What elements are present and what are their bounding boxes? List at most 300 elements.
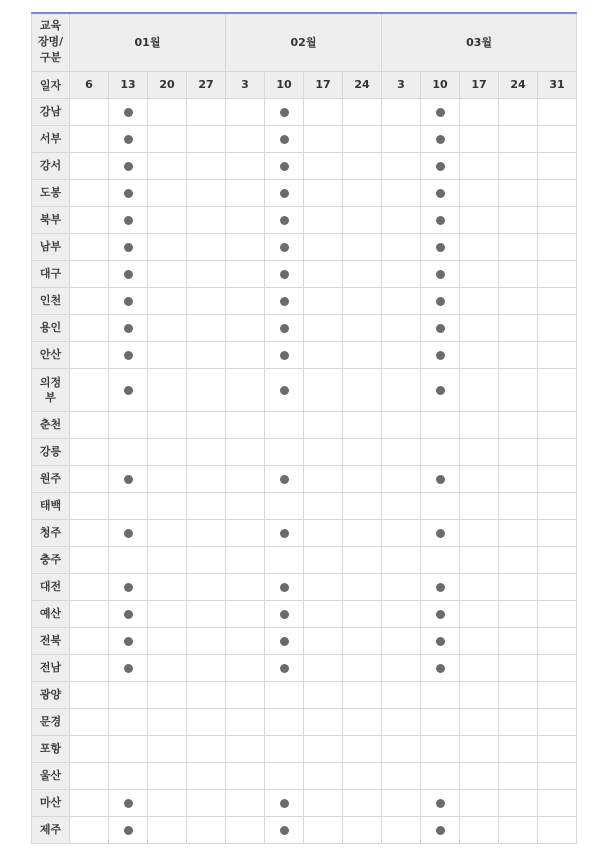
schedule-cell bbox=[538, 708, 577, 735]
scheduled-dot-icon bbox=[280, 216, 289, 225]
schedule-cell bbox=[70, 546, 109, 573]
schedule-cell bbox=[460, 573, 499, 600]
schedule-cell bbox=[226, 368, 265, 411]
schedule-cell bbox=[187, 627, 226, 654]
schedule-cell bbox=[538, 314, 577, 341]
day-header: 27 bbox=[187, 71, 226, 98]
schedule-cell bbox=[70, 314, 109, 341]
schedule-cell bbox=[70, 600, 109, 627]
schedule-cell bbox=[70, 492, 109, 519]
row-label: 대구 bbox=[32, 260, 70, 287]
schedule-cell bbox=[421, 573, 460, 600]
schedule-cell bbox=[109, 465, 148, 492]
schedule-cell bbox=[499, 287, 538, 314]
schedule-cell bbox=[304, 341, 343, 368]
schedule-cell bbox=[265, 125, 304, 152]
schedule-cell bbox=[304, 152, 343, 179]
schedule-cell bbox=[304, 789, 343, 816]
schedule-cell bbox=[70, 789, 109, 816]
scheduled-dot-icon bbox=[124, 583, 133, 592]
scheduled-dot-icon bbox=[436, 583, 445, 592]
schedule-cell bbox=[343, 98, 382, 125]
scheduled-dot-icon bbox=[436, 324, 445, 333]
schedule-cell bbox=[343, 125, 382, 152]
table-row bbox=[32, 573, 577, 600]
row-label: 서부 bbox=[32, 125, 70, 152]
schedule-cell bbox=[148, 411, 187, 438]
schedule-cell bbox=[70, 573, 109, 600]
schedule-cell bbox=[265, 179, 304, 206]
row-label: 태백 bbox=[32, 492, 70, 519]
scheduled-dot-icon bbox=[124, 475, 133, 484]
schedule-cell bbox=[460, 438, 499, 465]
scheduled-dot-icon bbox=[436, 351, 445, 360]
schedule-cell bbox=[265, 465, 304, 492]
schedule-cell bbox=[226, 125, 265, 152]
schedule-cell bbox=[382, 314, 421, 341]
scheduled-dot-icon bbox=[280, 799, 289, 808]
schedule-cell bbox=[538, 98, 577, 125]
schedule-cell bbox=[460, 816, 499, 843]
schedule-cell bbox=[265, 519, 304, 546]
scheduled-dot-icon bbox=[436, 216, 445, 225]
row-label: 마산 bbox=[32, 789, 70, 816]
scheduled-dot-icon bbox=[280, 664, 289, 673]
scheduled-dot-icon bbox=[280, 386, 289, 395]
schedule-cell bbox=[499, 260, 538, 287]
schedule-cell bbox=[148, 260, 187, 287]
schedule-cell bbox=[460, 546, 499, 573]
schedule-cell bbox=[109, 368, 148, 411]
schedule-cell bbox=[70, 708, 109, 735]
schedule-cell bbox=[499, 519, 538, 546]
schedule-cell bbox=[109, 735, 148, 762]
scheduled-dot-icon bbox=[124, 386, 133, 395]
schedule-cell bbox=[460, 681, 499, 708]
scheduled-dot-icon bbox=[124, 108, 133, 117]
table-row bbox=[32, 179, 577, 206]
schedule-cell bbox=[538, 152, 577, 179]
schedule-cell bbox=[265, 438, 304, 465]
table-row bbox=[32, 465, 577, 492]
schedule-cell bbox=[538, 573, 577, 600]
schedule-cell bbox=[382, 708, 421, 735]
schedule-cell bbox=[226, 519, 265, 546]
schedule-cell bbox=[343, 762, 382, 789]
table-row bbox=[32, 492, 577, 519]
schedule-cell bbox=[538, 125, 577, 152]
row-label: 제주 bbox=[32, 816, 70, 843]
schedule-cell bbox=[265, 492, 304, 519]
schedule-cell bbox=[499, 762, 538, 789]
day-header: 31 bbox=[538, 71, 577, 98]
schedule-cell bbox=[109, 152, 148, 179]
schedule-cell bbox=[109, 762, 148, 789]
schedule-cell bbox=[343, 600, 382, 627]
schedule-cell bbox=[226, 314, 265, 341]
schedule-cell bbox=[460, 519, 499, 546]
schedule-cell bbox=[304, 314, 343, 341]
table-row bbox=[32, 260, 577, 287]
table-row bbox=[32, 546, 577, 573]
schedule-cell bbox=[421, 600, 460, 627]
schedule-cell bbox=[109, 627, 148, 654]
schedule-cell bbox=[421, 816, 460, 843]
day-header: 3 bbox=[226, 71, 265, 98]
schedule-cell bbox=[460, 125, 499, 152]
schedule-cell bbox=[382, 233, 421, 260]
scheduled-dot-icon bbox=[124, 189, 133, 198]
schedule-cell bbox=[382, 573, 421, 600]
schedule-cell bbox=[148, 519, 187, 546]
schedule-cell bbox=[343, 287, 382, 314]
schedule-cell bbox=[187, 438, 226, 465]
schedule-cell bbox=[304, 206, 343, 233]
schedule-cell bbox=[538, 341, 577, 368]
schedule-cell bbox=[109, 125, 148, 152]
schedule-cell bbox=[421, 152, 460, 179]
table-row bbox=[32, 735, 577, 762]
schedule-cell bbox=[265, 314, 304, 341]
schedule-cell bbox=[226, 762, 265, 789]
table-row bbox=[32, 519, 577, 546]
schedule-cell bbox=[109, 314, 148, 341]
schedule-cell bbox=[499, 341, 538, 368]
scheduled-dot-icon bbox=[436, 610, 445, 619]
month-header-feb: 02월 bbox=[226, 13, 382, 71]
schedule-cell bbox=[109, 600, 148, 627]
scheduled-dot-icon bbox=[124, 529, 133, 538]
schedule-cell bbox=[148, 681, 187, 708]
schedule-cell bbox=[304, 573, 343, 600]
schedule-cell bbox=[109, 654, 148, 681]
scheduled-dot-icon bbox=[124, 270, 133, 279]
corner-label: 교육 장명/ 구분 bbox=[32, 13, 70, 71]
schedule-cell bbox=[538, 411, 577, 438]
row-label: 춘천 bbox=[32, 411, 70, 438]
scheduled-dot-icon bbox=[280, 189, 289, 198]
day-header: 10 bbox=[421, 71, 460, 98]
schedule-cell bbox=[538, 492, 577, 519]
row-label: 용인 bbox=[32, 314, 70, 341]
day-header: 10 bbox=[265, 71, 304, 98]
day-header: 3 bbox=[382, 71, 421, 98]
scheduled-dot-icon bbox=[124, 243, 133, 252]
schedule-cell bbox=[226, 152, 265, 179]
schedule-cell bbox=[187, 492, 226, 519]
schedule-cell bbox=[187, 152, 226, 179]
scheduled-dot-icon bbox=[124, 297, 133, 306]
schedule-cell bbox=[538, 260, 577, 287]
row-label: 대전 bbox=[32, 573, 70, 600]
schedule-cell bbox=[460, 233, 499, 260]
schedule-cell bbox=[421, 368, 460, 411]
schedule-cell bbox=[265, 654, 304, 681]
schedule-cell bbox=[187, 654, 226, 681]
schedule-cell bbox=[187, 789, 226, 816]
schedule-cell bbox=[265, 546, 304, 573]
schedule-cell bbox=[187, 368, 226, 411]
month-header-row bbox=[32, 13, 577, 71]
row-label: 남부 bbox=[32, 233, 70, 260]
schedule-cell bbox=[226, 287, 265, 314]
schedule-cell bbox=[421, 287, 460, 314]
schedule-cell bbox=[382, 789, 421, 816]
schedule-cell bbox=[226, 627, 265, 654]
schedule-cell bbox=[148, 573, 187, 600]
table-row bbox=[32, 816, 577, 843]
schedule-cell bbox=[70, 465, 109, 492]
schedule-cell bbox=[187, 206, 226, 233]
schedule-cell bbox=[304, 519, 343, 546]
schedule-cell bbox=[382, 519, 421, 546]
scheduled-dot-icon bbox=[280, 270, 289, 279]
schedule-cell bbox=[382, 681, 421, 708]
date-label: 일자 bbox=[32, 71, 70, 98]
table-row bbox=[32, 627, 577, 654]
schedule-cell bbox=[421, 762, 460, 789]
schedule-cell bbox=[382, 260, 421, 287]
schedule-cell bbox=[421, 654, 460, 681]
schedule-cell bbox=[304, 125, 343, 152]
schedule-cell bbox=[460, 654, 499, 681]
schedule-cell bbox=[343, 816, 382, 843]
schedule-cell bbox=[499, 368, 538, 411]
schedule-cell bbox=[70, 125, 109, 152]
schedule-cell bbox=[187, 233, 226, 260]
schedule-cell bbox=[109, 708, 148, 735]
day-header: 17 bbox=[460, 71, 499, 98]
schedule-cell bbox=[499, 411, 538, 438]
schedule-cell bbox=[109, 260, 148, 287]
schedule-cell bbox=[499, 152, 538, 179]
schedule-cell bbox=[265, 816, 304, 843]
schedule-cell bbox=[499, 816, 538, 843]
schedule-cell bbox=[187, 681, 226, 708]
schedule-cell bbox=[343, 465, 382, 492]
schedule-cell bbox=[499, 681, 538, 708]
schedule-cell bbox=[265, 600, 304, 627]
schedule-cell bbox=[304, 816, 343, 843]
schedule-cell bbox=[265, 735, 304, 762]
row-label: 전남 bbox=[32, 654, 70, 681]
schedule-cell bbox=[421, 233, 460, 260]
schedule-cell bbox=[382, 98, 421, 125]
schedule-cell bbox=[382, 179, 421, 206]
schedule-cell bbox=[109, 573, 148, 600]
schedule-cell bbox=[499, 627, 538, 654]
schedule-cell bbox=[226, 98, 265, 125]
schedule-cell bbox=[304, 654, 343, 681]
schedule-cell bbox=[304, 98, 343, 125]
scheduled-dot-icon bbox=[436, 664, 445, 673]
schedule-cell bbox=[187, 816, 226, 843]
schedule-cell bbox=[148, 98, 187, 125]
schedule-cell bbox=[460, 492, 499, 519]
schedule-cell bbox=[148, 438, 187, 465]
day-header: 6 bbox=[70, 71, 109, 98]
schedule-cell bbox=[226, 654, 265, 681]
table-row bbox=[32, 314, 577, 341]
row-label: 울산 bbox=[32, 762, 70, 789]
scheduled-dot-icon bbox=[124, 216, 133, 225]
schedule-cell bbox=[304, 627, 343, 654]
schedule-cell bbox=[265, 762, 304, 789]
schedule-cell bbox=[148, 600, 187, 627]
schedule-cell bbox=[304, 368, 343, 411]
schedule-cell bbox=[382, 206, 421, 233]
schedule-cell bbox=[421, 681, 460, 708]
table-row bbox=[32, 438, 577, 465]
schedule-cell bbox=[343, 735, 382, 762]
schedule-cell bbox=[382, 600, 421, 627]
schedule-cell bbox=[421, 519, 460, 546]
schedule-cell bbox=[382, 546, 421, 573]
scheduled-dot-icon bbox=[124, 826, 133, 835]
table-row bbox=[32, 654, 577, 681]
scheduled-dot-icon bbox=[280, 529, 289, 538]
schedule-cell bbox=[265, 411, 304, 438]
scheduled-dot-icon bbox=[280, 162, 289, 171]
schedule-cell bbox=[538, 789, 577, 816]
schedule-cell bbox=[460, 600, 499, 627]
schedule-cell bbox=[460, 206, 499, 233]
schedule-cell bbox=[226, 411, 265, 438]
schedule-cell bbox=[265, 152, 304, 179]
schedule-cell bbox=[70, 287, 109, 314]
schedule-cell bbox=[148, 465, 187, 492]
schedule-cell bbox=[70, 654, 109, 681]
row-label: 청주 bbox=[32, 519, 70, 546]
schedule-cell bbox=[382, 816, 421, 843]
schedule-cell bbox=[421, 411, 460, 438]
schedule-cell bbox=[226, 546, 265, 573]
table-row bbox=[32, 762, 577, 789]
schedule-cell bbox=[499, 233, 538, 260]
row-label: 안산 bbox=[32, 341, 70, 368]
schedule-cell bbox=[499, 179, 538, 206]
schedule-cell bbox=[148, 125, 187, 152]
schedule-cell bbox=[187, 546, 226, 573]
schedule-cell bbox=[538, 438, 577, 465]
schedule-cell bbox=[421, 206, 460, 233]
schedule-cell bbox=[226, 735, 265, 762]
row-label: 인천 bbox=[32, 287, 70, 314]
schedule-cell bbox=[343, 368, 382, 411]
schedule-cell bbox=[70, 519, 109, 546]
scheduled-dot-icon bbox=[124, 610, 133, 619]
schedule-cell bbox=[343, 519, 382, 546]
schedule-cell bbox=[460, 762, 499, 789]
schedule-cell bbox=[382, 341, 421, 368]
schedule-cell bbox=[460, 465, 499, 492]
schedule-cell bbox=[499, 708, 538, 735]
schedule-cell bbox=[265, 341, 304, 368]
schedule-cell bbox=[187, 762, 226, 789]
schedule-cell bbox=[304, 179, 343, 206]
row-label: 광양 bbox=[32, 681, 70, 708]
schedule-cell bbox=[187, 735, 226, 762]
schedule-cell bbox=[304, 465, 343, 492]
schedule-cell bbox=[382, 492, 421, 519]
table-row bbox=[32, 233, 577, 260]
schedule-cell bbox=[226, 206, 265, 233]
date-header-row bbox=[32, 71, 577, 98]
schedule-cell bbox=[109, 287, 148, 314]
schedule-cell bbox=[343, 314, 382, 341]
schedule-cell bbox=[265, 789, 304, 816]
schedule-cell bbox=[421, 789, 460, 816]
schedule-cell bbox=[538, 179, 577, 206]
schedule-cell bbox=[187, 179, 226, 206]
schedule-cell bbox=[460, 627, 499, 654]
schedule-cell bbox=[226, 681, 265, 708]
schedule-cell bbox=[460, 368, 499, 411]
schedule-cell bbox=[538, 368, 577, 411]
schedule-cell bbox=[148, 708, 187, 735]
schedule-cell bbox=[109, 789, 148, 816]
schedule-cell bbox=[538, 735, 577, 762]
scheduled-dot-icon bbox=[124, 351, 133, 360]
table-row bbox=[32, 789, 577, 816]
schedule-cell bbox=[70, 627, 109, 654]
schedule-cell bbox=[70, 368, 109, 411]
schedule-cell bbox=[421, 260, 460, 287]
schedule-cell bbox=[70, 681, 109, 708]
table-row bbox=[32, 152, 577, 179]
schedule-cell bbox=[382, 735, 421, 762]
schedule-cell bbox=[148, 287, 187, 314]
schedule-cell bbox=[109, 341, 148, 368]
schedule-cell bbox=[187, 287, 226, 314]
schedule-cell bbox=[226, 789, 265, 816]
scheduled-dot-icon bbox=[436, 529, 445, 538]
schedule-cell bbox=[187, 314, 226, 341]
schedule-cell bbox=[265, 233, 304, 260]
schedule-cell bbox=[499, 789, 538, 816]
schedule-cell bbox=[304, 492, 343, 519]
schedule-cell bbox=[148, 762, 187, 789]
schedule-cell bbox=[226, 816, 265, 843]
schedule-cell bbox=[226, 708, 265, 735]
schedule-cell bbox=[226, 573, 265, 600]
schedule-cell bbox=[70, 341, 109, 368]
schedule-cell bbox=[70, 411, 109, 438]
schedule-cell bbox=[70, 206, 109, 233]
schedule-cell bbox=[304, 546, 343, 573]
scheduled-dot-icon bbox=[436, 826, 445, 835]
scheduled-dot-icon bbox=[436, 799, 445, 808]
day-header: 24 bbox=[343, 71, 382, 98]
schedule-cell bbox=[382, 125, 421, 152]
schedule-cell bbox=[382, 152, 421, 179]
month-header-jan: 01월 bbox=[70, 13, 226, 71]
schedule-table-container bbox=[31, 12, 577, 844]
row-label: 원주 bbox=[32, 465, 70, 492]
schedule-cell bbox=[499, 206, 538, 233]
schedule-cell bbox=[148, 341, 187, 368]
schedule-cell bbox=[343, 492, 382, 519]
schedule-cell bbox=[382, 465, 421, 492]
schedule-cell bbox=[382, 287, 421, 314]
table-row bbox=[32, 708, 577, 735]
schedule-cell bbox=[187, 125, 226, 152]
scheduled-dot-icon bbox=[436, 108, 445, 117]
schedule-cell bbox=[538, 287, 577, 314]
schedule-cell bbox=[109, 492, 148, 519]
schedule-cell bbox=[304, 600, 343, 627]
schedule-cell bbox=[148, 654, 187, 681]
